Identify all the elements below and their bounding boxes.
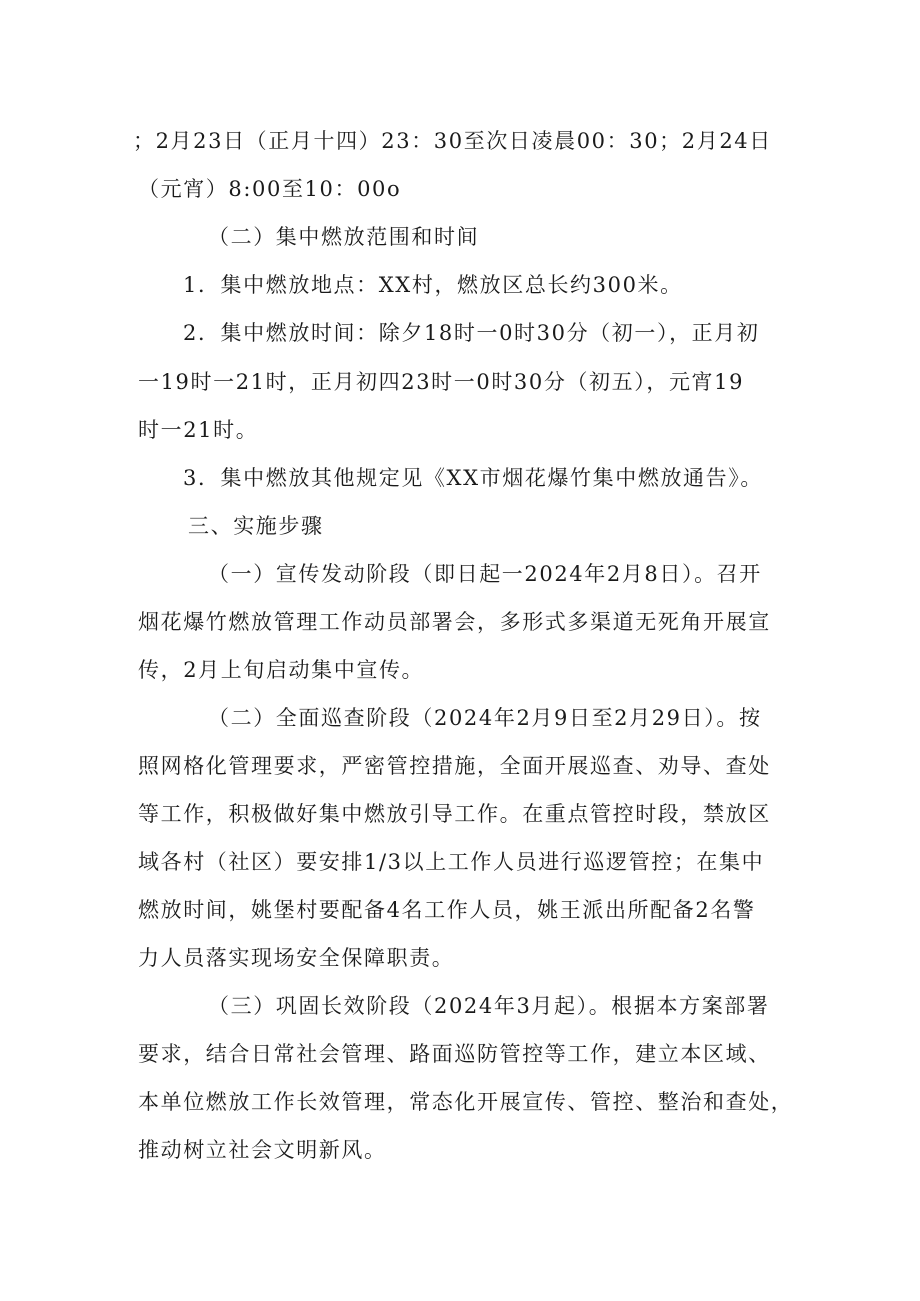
text-line: 要求，结合日常社会管理、路面巡防管控等工作，建立本区域、	[138, 1042, 771, 1066]
text-line: 燃放时间，姚堡村要配备4名工作人员，姚王派出所配备2名警	[138, 898, 756, 922]
text-line: （元宵）8:00至10：00o	[138, 177, 402, 201]
text-line: 域各村（社区）要安排1/3以上工作人员进行巡逻管控；在集中	[138, 850, 765, 874]
text-line: 烟花爆竹燃放管理工作动员部署会，多形式多渠道无死角开展宣	[138, 610, 771, 634]
text-line: 力人员落实现场安全保障职责。	[138, 946, 455, 970]
text-line: 1．集中燃放地点：XX村，燃放区总长约300米。	[183, 273, 683, 297]
text-line: 时一21时。	[138, 418, 259, 442]
text-line: 一19时一21时，正月初四23时一0时30分（初五），元宵19	[138, 370, 745, 394]
text-line: （二）全面巡查阶段（2024年2月9日至2月29日）。按	[208, 706, 762, 730]
text-line: 照网格化管理要求，严密管控措施，全面开展巡查、劝导、查处	[138, 754, 771, 778]
text-line: 传，2月上旬启动集中宣传。	[138, 658, 425, 682]
section-heading: 三、实施步骤	[188, 514, 324, 538]
text-line: 等工作，积极做好集中燃放引导工作。在重点管控时段，禁放区	[138, 802, 771, 826]
section-heading: （二）集中燃放范围和时间	[208, 225, 480, 249]
text-line: 2．集中燃放时间：除夕18时一0时30分（初一），正月初	[183, 321, 760, 345]
text-line: 本单位燃放工作长效管理，常态化开展宣传、管控、整治和查处，	[138, 1090, 794, 1114]
text-line: （三）巩固长效阶段（2024年3月起）。根据本方案部署	[208, 994, 770, 1018]
text-line: 推动树立社会文明新风。	[138, 1138, 387, 1162]
text-line: ；2月23日（正月十四）23：30至次日凌晨00：30；2月24日	[133, 129, 772, 153]
text-line: 3．集中燃放其他规定见《XX市烟花爆竹集中燃放通告》。	[183, 466, 763, 490]
text-line: （一）宣传发动阶段（即日起一2024年2月8日）。召开	[208, 562, 762, 586]
